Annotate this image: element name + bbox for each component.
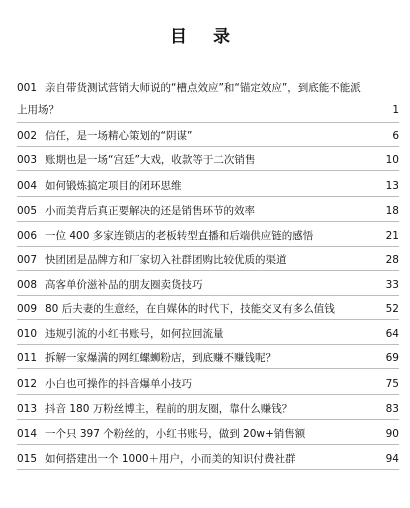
entry-title: 信任，是一场精心策划的“阴谋” bbox=[45, 130, 193, 142]
toc-entry[interactable] bbox=[17, 201, 399, 222]
toc-entry[interactable] bbox=[17, 126, 399, 147]
entry-title: 高客单价滋补品的朋友圈卖货技巧 bbox=[45, 279, 203, 291]
entry-title: 拆解一家爆满的网红螺蛳粉店，到底赚不赚钱呢？ bbox=[45, 352, 276, 364]
entry-title: 一位 400 多家连锁店的老板转型直播和后端供应链的感悟 bbox=[45, 230, 314, 242]
toc-entry[interactable] bbox=[17, 78, 399, 123]
entry-number: 011 bbox=[17, 352, 38, 364]
entry-title: 如何搭建出一个 1000＋用户，小而美的知识付费社群 bbox=[45, 453, 296, 465]
entry-number: 003 bbox=[17, 154, 38, 166]
toc-entry[interactable] bbox=[17, 226, 399, 247]
entry-title: 如何锻炼搞定项目的闭环思维 bbox=[45, 180, 182, 192]
toc-entry[interactable] bbox=[17, 150, 399, 171]
entry-page-number: 83 bbox=[385, 403, 399, 415]
entry-page-number: 75 bbox=[385, 378, 399, 390]
entry-number: 010 bbox=[17, 328, 38, 340]
entry-page-number: 6 bbox=[392, 130, 399, 142]
entry-title: 80 后夫妻的生意经，在自媒体的时代下，技能交叉有多么值钱 bbox=[45, 303, 335, 315]
toc-entry[interactable] bbox=[17, 275, 399, 296]
entry-number: 001 bbox=[17, 82, 38, 94]
entry-number: 015 bbox=[17, 453, 38, 465]
entry-page-number: 18 bbox=[385, 205, 399, 217]
entry-page-number: 69 bbox=[385, 352, 399, 364]
entry-number: 002 bbox=[17, 130, 38, 142]
entry-number: 012 bbox=[17, 378, 38, 390]
entry-page-number: 1 bbox=[392, 104, 399, 116]
entry-title: 亲自带货测试营销大师说的“槽点效应”和“锚定效应”，到底能不能派 bbox=[45, 82, 361, 94]
entry-number: 014 bbox=[17, 428, 38, 440]
entry-page-number: 90 bbox=[385, 428, 399, 440]
entry-number: 004 bbox=[17, 180, 38, 192]
entry-page-number: 94 bbox=[385, 453, 399, 465]
entry-title-continued: 上用场？ bbox=[17, 104, 59, 116]
entry-title: 小白也可操作的抖音爆单小技巧 bbox=[45, 378, 192, 390]
entry-page-number: 21 bbox=[385, 230, 399, 242]
entry-page-number: 52 bbox=[385, 303, 399, 315]
entry-page-number: 13 bbox=[385, 180, 399, 192]
entry-title: 快团团是品牌方和厂家切入社群团购比较优质的渠道 bbox=[45, 254, 287, 266]
toc-entry[interactable] bbox=[17, 299, 399, 320]
entry-page-number: 28 bbox=[385, 254, 399, 266]
entry-number: 006 bbox=[17, 230, 38, 242]
entry-number: 009 bbox=[17, 303, 38, 315]
entry-title: 抖音 180 万粉丝博主，程前的朋友圈，靠什么赚钱？ bbox=[45, 403, 293, 415]
toc-entry[interactable] bbox=[17, 348, 399, 369]
toc-entry[interactable] bbox=[17, 374, 399, 395]
entry-title: 账期也是一场“宫廷”大戏，收款等于二次销售 bbox=[45, 154, 256, 166]
entry-title: 小而美背后真正要解决的还是销售环节的效率 bbox=[45, 205, 255, 217]
toc-entry[interactable] bbox=[17, 324, 399, 345]
entry-number: 007 bbox=[17, 254, 38, 266]
page-title: 目 录 bbox=[170, 27, 240, 47]
toc-entry[interactable] bbox=[17, 449, 399, 470]
entry-title: 一个只 397 个粉丝的，小红书账号，做到 20w+销售额 bbox=[45, 428, 306, 440]
entry-number: 008 bbox=[17, 279, 38, 291]
entry-page-number: 33 bbox=[385, 279, 399, 291]
entry-title: 违规引流的小红书账号，如何拉回流量 bbox=[45, 328, 224, 340]
entry-number: 013 bbox=[17, 403, 38, 415]
toc-entry[interactable] bbox=[17, 424, 399, 445]
toc-entry[interactable] bbox=[17, 250, 399, 271]
toc-entry[interactable] bbox=[17, 399, 399, 420]
entry-page-number: 64 bbox=[385, 328, 399, 340]
entry-number: 005 bbox=[17, 205, 38, 217]
entry-page-number: 10 bbox=[385, 154, 399, 166]
toc-entry[interactable] bbox=[17, 176, 399, 197]
